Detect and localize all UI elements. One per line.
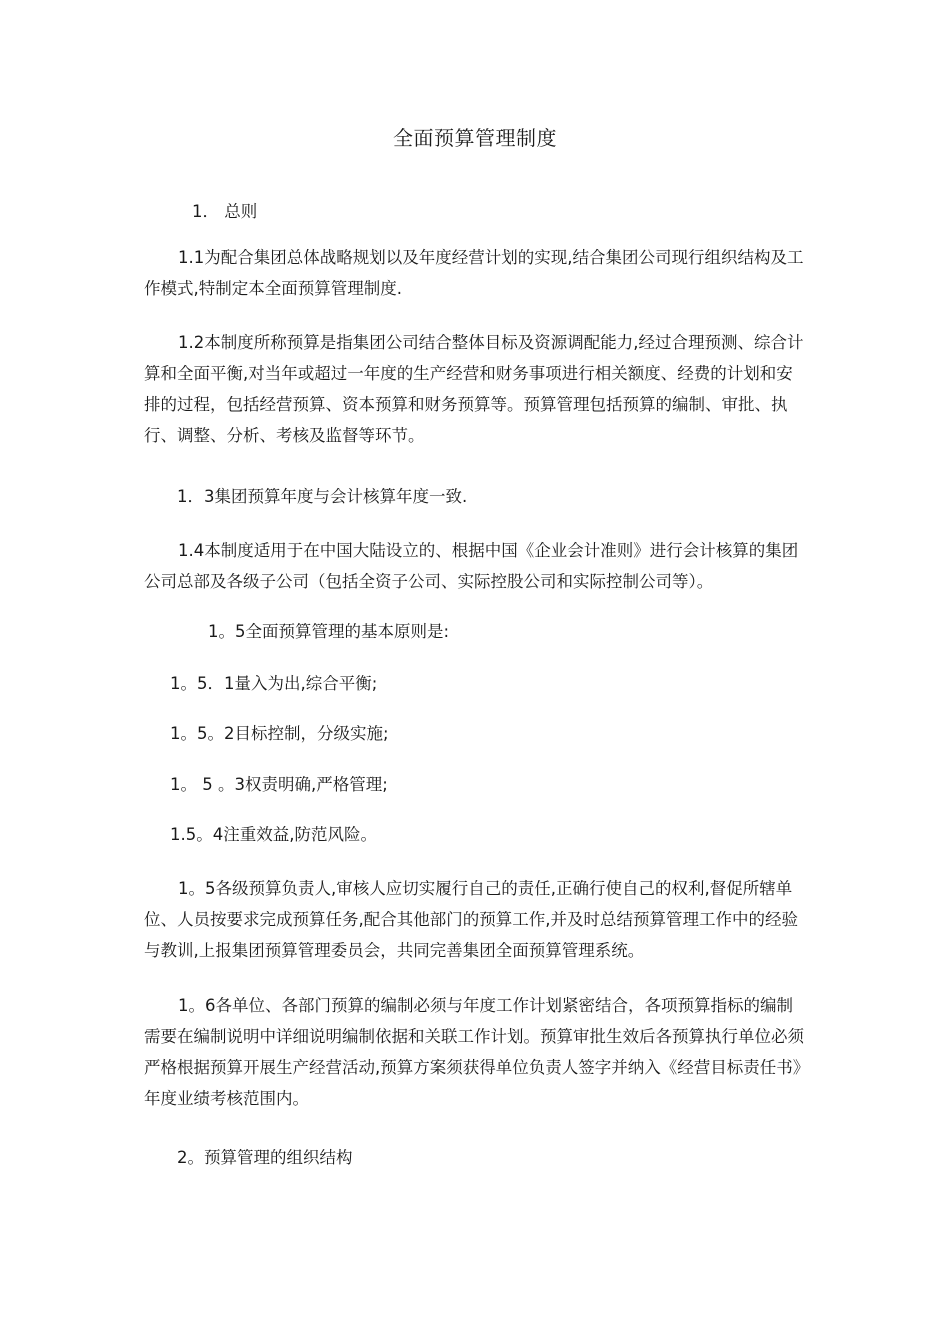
paragraph-1-6: 1。6各单位、各部门预算的编制必须与年度工作计划紧密结合，各项预算指标的编制需要在编制说明中详细说明编制依据和关联工作计划。预算审批生效后各预算执行单位必须严格根据预算开展生产经营活动,预算方案须获得单位负责人签字并纳入《经营目标责任书》年度业绩考核范围内。 bbox=[144, 996, 804, 1108]
paragraph-1-4: 1.4本制度适用于在中国大陆设立的、根据中国《企业会计准则》进行会计核算的集团公司总部及各级子公司（包括全资子公司、实际控股公司和实际控制公司等）。 bbox=[144, 541, 799, 591]
document-title: 全面预算管理制度 bbox=[393, 126, 557, 150]
paragraph-1-3: 1．3集团预算年度与会计核算年度一致. bbox=[177, 487, 468, 506]
principle-1-5-2: 1。5。2目标控制，分级实施; bbox=[170, 724, 389, 743]
principle-1-5-3: 1。 5 。3权责明确,严格管理; bbox=[170, 775, 388, 794]
principle-1-5-4: 1.5。4注重效益,防范风险。 bbox=[170, 825, 377, 844]
paragraph-1-5-principles: 1。5全面预算管理的基本原则是: bbox=[208, 622, 450, 641]
section-heading-general: 1． 总则 bbox=[192, 202, 258, 221]
principle-1-5-1: 1。5．1量入为出,综合平衡; bbox=[170, 674, 378, 693]
paragraph-1-2: 1.2本制度所称预算是指集团公司结合整体目标及资源调配能力,经过合理预测、综合计算和全面平衡,对当年或超过一年度的生产经营和财务事项进行相关额度、经费的计划和安排的过程，包括经营预算、资本预算和财务预算等。预算管理包括预算的编制、审批、执行、调整、分析、考核及监督等环节。 bbox=[144, 333, 804, 445]
paragraph-1-5-responsibility: 1。5各级预算负责人,审核人应切实履行自己的责任,正确行使自己的权利,督促所辖单位、人员按要求完成预算任务,配合其他部门的预算工作,并及时总结预算管理工作中的经验与教训,上报集团预算管理委员会，共同完善集团全面预算管理系统。 bbox=[144, 879, 798, 960]
paragraph-1-1: 1.1为配合集团总体战略规划以及年度经营计划的实现,结合集团公司现行组织结构及工作模式,特制定本全面预算管理制度. bbox=[144, 248, 804, 298]
section-heading-organization: 2。预算管理的组织结构 bbox=[177, 1148, 353, 1167]
